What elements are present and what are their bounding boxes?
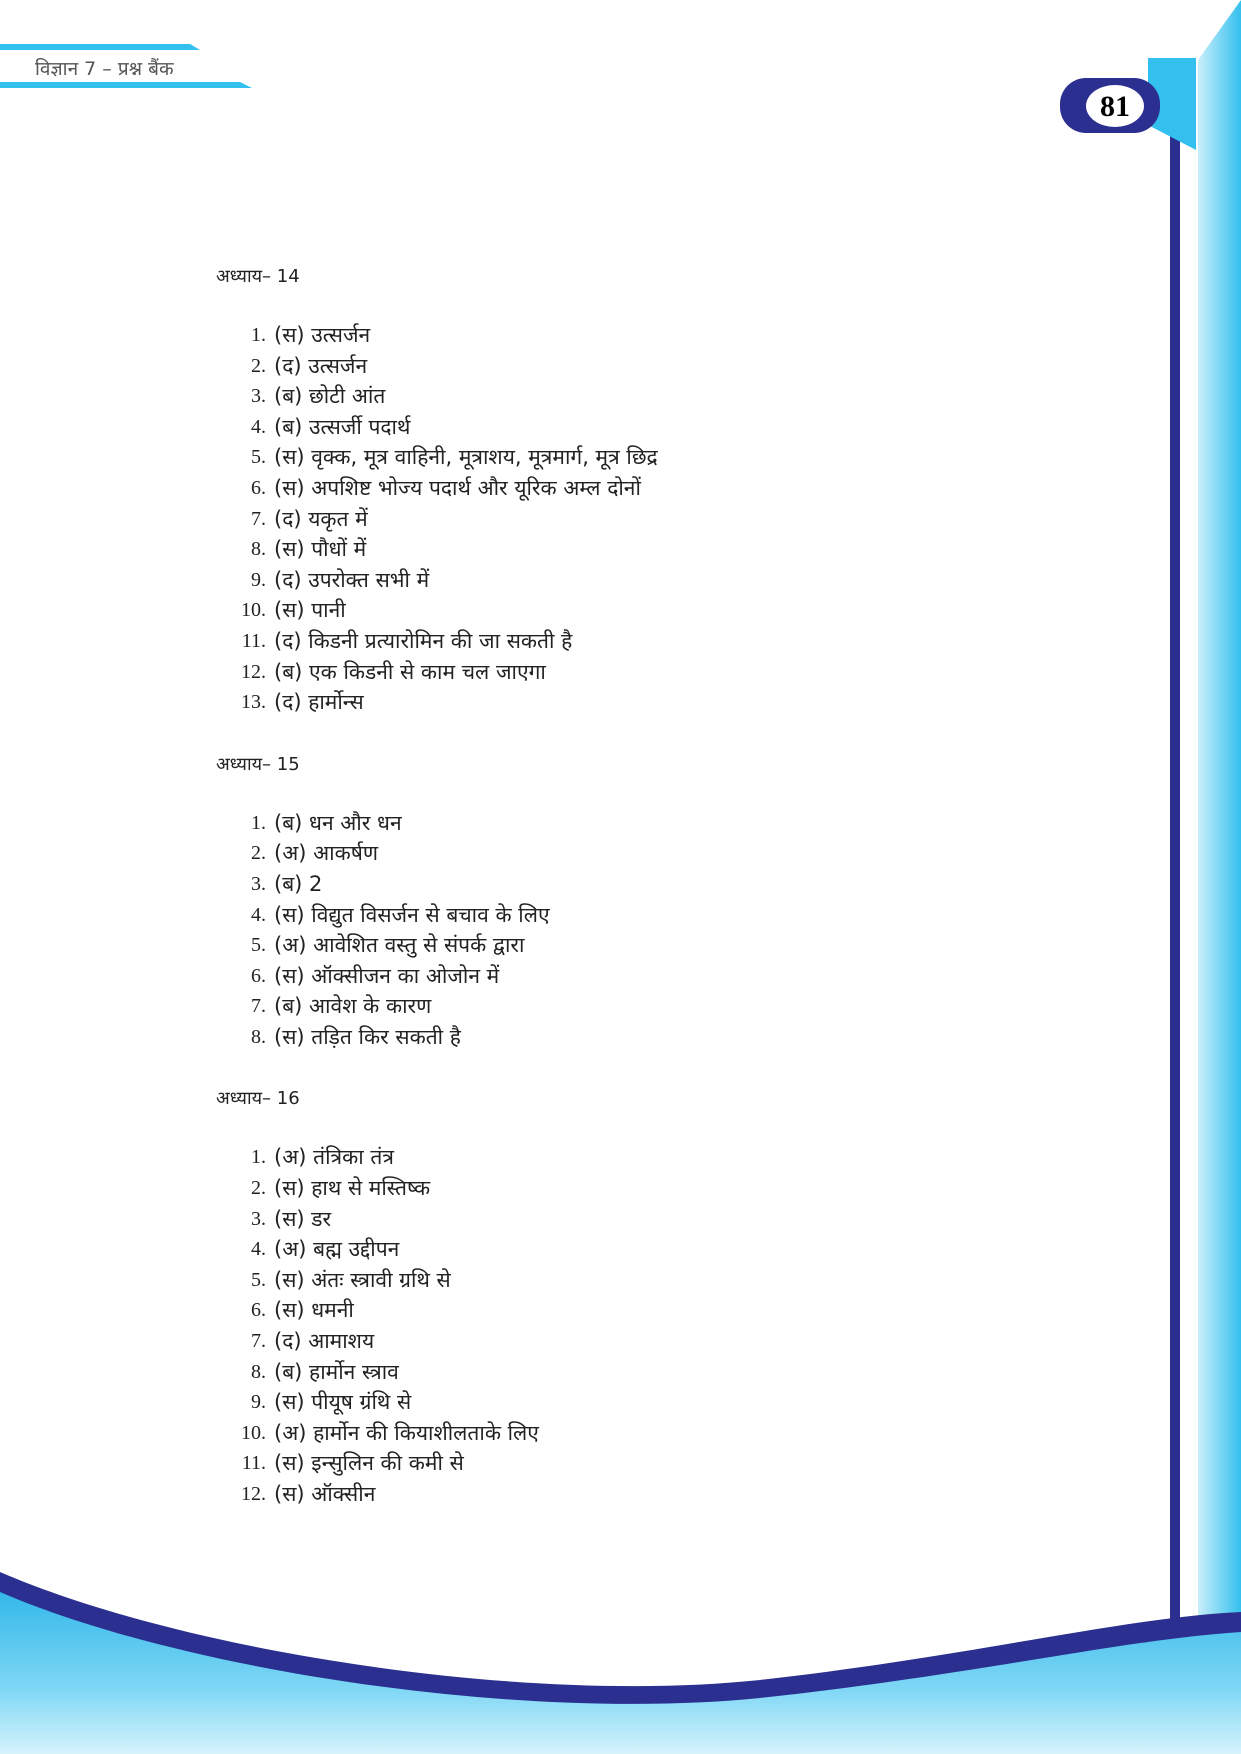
answer-number: 6. <box>251 964 266 987</box>
answer-item <box>216 1022 1016 1053</box>
answer-text: (ब) आवेश के कारण <box>274 994 432 1019</box>
answer-text: (स) अंतः स्त्रावी ग्रथि से <box>274 1267 451 1292</box>
answer-number: 5. <box>251 446 266 469</box>
answer-key <box>216 262 1016 1542</box>
answer-list <box>216 808 1016 1053</box>
answer-item <box>216 320 1016 351</box>
answer-item <box>216 1295 1016 1326</box>
chapter-16 <box>216 1084 1016 1509</box>
answer-item <box>216 1204 1016 1235</box>
answer-text: (ब) 2 <box>274 871 323 896</box>
header-stripe-bottom <box>0 82 252 88</box>
answer-number: 3. <box>251 872 266 895</box>
answer-text: (स) धमनी <box>274 1298 354 1323</box>
answer-number: 1. <box>251 811 266 834</box>
answer-text: (ब) उत्सर्जी पदार्थ <box>274 414 411 439</box>
answer-text: (स) हाथ से मस्तिष्क <box>274 1176 431 1201</box>
answer-text: (स) पौधों में <box>274 537 367 562</box>
answer-number: 8. <box>251 538 266 561</box>
answer-text: (द) किडनी प्रत्यारोमिन की जा सकती है <box>274 628 573 653</box>
answer-number: 11. <box>241 629 266 652</box>
answer-item <box>216 473 1016 504</box>
answer-text: (स) उत्सर्जन <box>274 323 371 347</box>
answer-item <box>216 1418 1016 1449</box>
page-badge <box>1060 81 1170 133</box>
answer-item <box>216 1479 1016 1510</box>
answer-text: (अ) आकर्षण <box>274 841 379 866</box>
answer-item <box>216 1357 1016 1388</box>
answer-text: (ब) एक किडनी से काम चल जाएगा <box>274 659 546 684</box>
answer-item <box>216 961 1016 992</box>
answer-item <box>216 381 1016 412</box>
answer-number: 3. <box>251 385 266 408</box>
answer-number: 13. <box>241 691 266 714</box>
answer-item <box>216 930 1016 961</box>
answer-number: 2. <box>251 842 266 865</box>
answer-number: 10. <box>241 599 266 622</box>
answer-item <box>216 504 1016 535</box>
answer-item <box>216 595 1016 626</box>
answer-item <box>216 657 1016 688</box>
answer-number: 5. <box>251 1268 266 1291</box>
answer-item <box>216 1448 1016 1479</box>
answer-item <box>216 1265 1016 1296</box>
answer-number: 9. <box>251 1391 266 1414</box>
answer-number: 4. <box>251 1238 266 1261</box>
answer-text: (अ) हार्मोन की कियाशीलताके लिए <box>274 1420 539 1445</box>
header-stripe-top <box>0 44 200 50</box>
answer-number: 7. <box>251 995 266 1018</box>
answer-text: (स) ऑक्सीजन का ओजोन में <box>274 963 500 988</box>
answer-item <box>216 869 1016 900</box>
answer-number: 5. <box>251 934 266 957</box>
answer-item <box>216 626 1016 657</box>
answer-number: 12. <box>241 1483 266 1505</box>
chapter-15 <box>216 750 1016 1053</box>
answer-item <box>216 1387 1016 1418</box>
answer-text: (द) उत्सर्जन <box>274 353 368 378</box>
answer-item <box>216 1326 1016 1357</box>
answer-text: (ब) हार्मोन स्त्राव <box>274 1359 399 1384</box>
answer-number: 12. <box>241 660 266 683</box>
answer-item <box>216 991 1016 1022</box>
answer-item <box>216 838 1016 869</box>
header-label: विज्ञान 7 – प्रश्न बैंक <box>35 58 174 80</box>
answer-text: (स) डर <box>274 1206 332 1231</box>
answer-text: (स) वृक्क, मूत्र वाहिनी, मूत्राशय, मूत्रमार्ग, मूत्र छिद्र <box>274 445 658 470</box>
answer-number: 7. <box>251 1330 266 1353</box>
answer-number: 2. <box>251 354 266 377</box>
answer-text: (स) इन्सुलिन की कमी से <box>274 1451 464 1476</box>
answer-number: 3. <box>251 1207 266 1230</box>
answer-number: 10. <box>241 1421 266 1444</box>
answer-text: (अ) आवेशित वस्तु से संपर्क द्वारा <box>274 933 525 958</box>
answer-number: 11. <box>241 1452 266 1475</box>
chapter-14 <box>216 262 1016 718</box>
answer-number: 4. <box>251 903 266 926</box>
side-panel <box>1198 0 1241 1754</box>
answer-text: (स) ऑक्सीन <box>274 1482 376 1506</box>
answer-text: (द) उपरोक्त सभी में <box>274 567 430 592</box>
chapter-title: अध्याय– 16 <box>216 1088 300 1110</box>
answer-number: 8. <box>251 1025 266 1048</box>
answer-item <box>216 565 1016 596</box>
chapter-title: अध्याय– 15 <box>216 753 300 775</box>
answer-number: 8. <box>251 1360 266 1383</box>
answer-text: (स) विद्युत विसर्जन से बचाव के लिए <box>274 902 550 927</box>
answer-text: (अ) तंत्रिका तंत्र <box>274 1145 394 1170</box>
page-number: 81 <box>1100 90 1130 123</box>
answer-item <box>216 1234 1016 1265</box>
answer-item <box>216 808 1016 839</box>
answer-number: 4. <box>251 415 266 438</box>
answer-item <box>216 1173 1016 1204</box>
answer-number: 1. <box>251 324 266 346</box>
answer-item <box>216 442 1016 473</box>
answer-text: (स) तड़ित किर सकती है <box>274 1024 461 1049</box>
answer-number: 1. <box>251 1146 266 1169</box>
answer-text: (स) अपशिष्ट भोज्य पदार्थ और यूरिक अम्ल दोनों <box>274 475 641 500</box>
answer-item <box>216 900 1016 931</box>
bottom-wave-blue <box>0 1592 1241 1754</box>
answer-text: (द) आमाशय <box>274 1329 375 1354</box>
answer-number: 6. <box>251 1299 266 1322</box>
chapter-title: अध्याय– 14 <box>216 266 300 287</box>
answer-number: 9. <box>251 568 266 591</box>
answer-number: 6. <box>251 476 266 499</box>
answer-text: (स) पानी <box>274 598 346 623</box>
answer-text: (ब) छोटी आंत <box>274 384 386 409</box>
answer-text: (ब) धन और धन <box>274 810 402 835</box>
answer-text: (द) हार्मोन्स <box>274 690 364 715</box>
answer-text: (द) यकृत में <box>274 506 368 531</box>
side-navy-bar <box>1170 60 1180 1620</box>
answer-item <box>216 687 1016 718</box>
answer-item <box>216 1142 1016 1173</box>
answer-number: 2. <box>251 1177 266 1200</box>
answer-list <box>216 1142 1016 1509</box>
answer-item <box>216 351 1016 382</box>
answer-text: (स) पीयूष ग्रंथि से <box>274 1390 412 1415</box>
answer-number: 7. <box>251 507 266 530</box>
answer-item <box>216 412 1016 443</box>
answer-text: (अ) बह्म उद्दीपन <box>274 1237 400 1262</box>
answer-list <box>216 320 1016 718</box>
answer-item <box>216 534 1016 565</box>
